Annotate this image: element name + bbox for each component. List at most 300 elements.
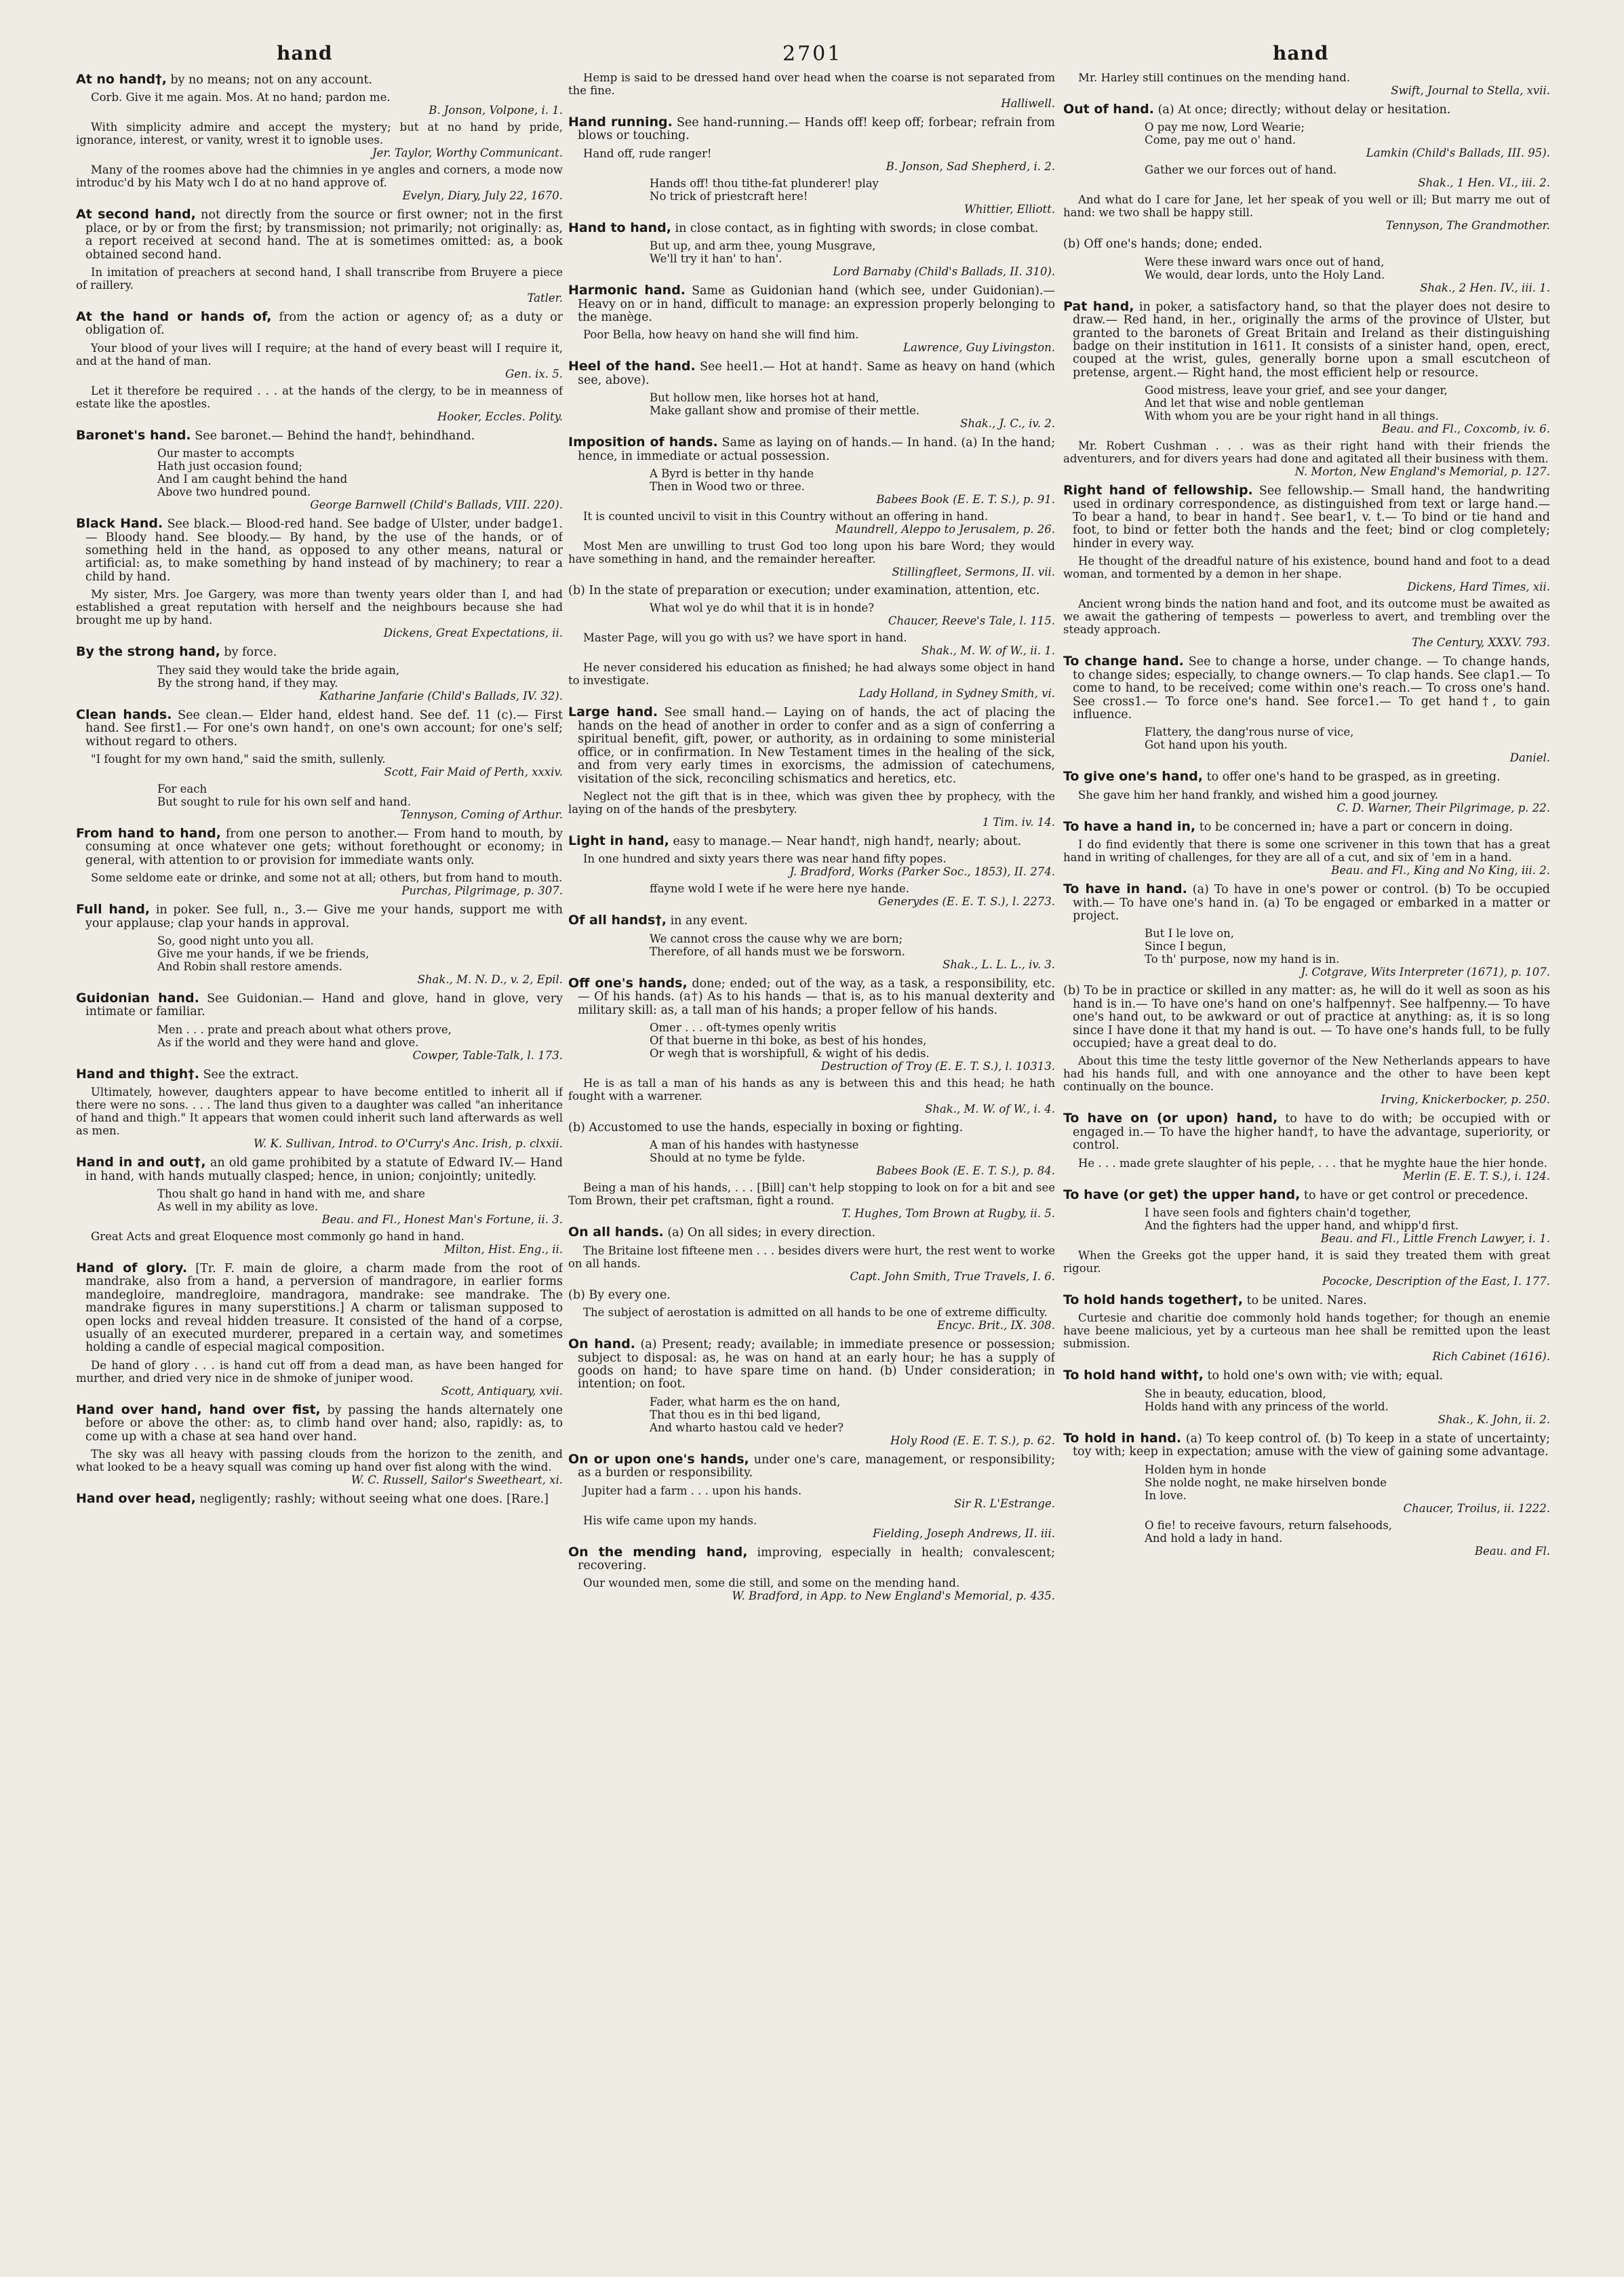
dictionary-entry bbox=[1063, 1369, 1550, 1383]
entry-definition: done; ended; out of the way, as a task, a responsibility, etc.— Of his hands. (a†) As to his hands — that is, as to his manual dexterity and military skill: as, a tall man of his hands; a proper fellow of his hands. bbox=[578, 976, 1055, 1017]
verse-line: She nolde noght, ne make hirselven bonde bbox=[1145, 1476, 1387, 1489]
citation-source: Encyc. Brit., IX. 308. bbox=[936, 1319, 1055, 1332]
citation bbox=[568, 1077, 1055, 1115]
verse-line: Flattery, the dang'rous nurse of vice, bbox=[1145, 726, 1354, 739]
verse-line: That thou es in thi bed ligand, bbox=[650, 1408, 821, 1421]
entry-definition: to have to do with; be occupied with or engaged in.— To have the higher hand†, to have the advantage, superiority, or control. bbox=[1073, 1112, 1550, 1153]
citation bbox=[76, 753, 563, 778]
dictionary-entry bbox=[1063, 1112, 1550, 1152]
verse-quote bbox=[568, 882, 1055, 908]
citation-source: 1 Tim. iv. 14. bbox=[982, 815, 1055, 829]
dictionary-entry bbox=[1063, 238, 1550, 251]
dictionary-entry bbox=[76, 827, 563, 867]
verse-quote bbox=[568, 467, 1055, 506]
citation-source: B. Jonson, Volpone, i. 1. bbox=[429, 104, 563, 117]
citation-source: C. D. Warner, Their Pilgrimage, p. 22. bbox=[1336, 801, 1550, 814]
verse-line: Above two hundred pound. bbox=[157, 486, 311, 499]
verse-line: To th' purpose, now my hand is in. bbox=[1145, 953, 1340, 966]
verse-quote bbox=[76, 447, 563, 511]
citation bbox=[1063, 789, 1550, 814]
citation-text: He . . . made grete slaughter of his peple, . . . that he myghte haue the hier honde. bbox=[1078, 1156, 1547, 1170]
entry-headword: Hand of glory. bbox=[76, 1260, 188, 1275]
entry-headword: Hand and thigh†. bbox=[76, 1066, 199, 1082]
citation-source: Fielding, Joseph Andrews, II. iii. bbox=[873, 1526, 1055, 1540]
citation-source: Beau. and Fl., Coxcomb, iv. 6. bbox=[1381, 422, 1550, 436]
entry-definition: See baronet.— Behind the hand†, behindhand. bbox=[191, 429, 475, 443]
dictionary-entry bbox=[76, 1262, 563, 1355]
verse-line: Fader, what harm es the on hand, bbox=[650, 1395, 841, 1408]
citation bbox=[76, 871, 563, 897]
verse-quote bbox=[1063, 726, 1550, 764]
entry-definition: See to change a horse, under change. — To change hands, to change sides; especially, to change owners.— To clap hands. See clap1.— To come to hand, to be received; come within one's reach.— To cross one's hand. See cross1.— To force one's hand. See force1.— To get hand†, to gain influence. bbox=[1073, 655, 1550, 721]
entry-headword: Clean hands. bbox=[76, 707, 172, 722]
citation bbox=[1063, 73, 1550, 97]
page-number: 2701 bbox=[783, 42, 843, 66]
citation bbox=[76, 1448, 563, 1486]
citation-source: Katharine Janfarie (Child's Ballads, IV. 32). bbox=[319, 689, 563, 702]
dictionary-entry bbox=[76, 311, 563, 338]
verse-quote bbox=[1063, 163, 1550, 189]
citation-source: Jer. Taylor, Worthy Communicant. bbox=[372, 146, 563, 160]
entry-headword: Hand running. bbox=[568, 115, 673, 130]
entry-definition: from one person to another.— From hand to mouth, by consuming at once whatever one gets; without forethought or economy; in general, with attention to or provision for immediate wants only. bbox=[85, 827, 563, 867]
verse-quote bbox=[568, 1138, 1055, 1177]
entry-definition: to have or get control or precedence. bbox=[1300, 1188, 1528, 1202]
citation-source: Lawrence, Guy Livingston. bbox=[903, 341, 1055, 355]
entry-definition: See fellowship.— Small hand, the handwriting used in ordinary correspondence, as distinguished from text or large hand.— To bear a hand, to bear in hand†. See bear1, v. t.— To bind or tie hand and foot, to bind or fetter both the hands and the feet; bind or clog completely; hinder in every way. bbox=[1073, 484, 1550, 551]
citation-source: Tennyson, The Grandmother. bbox=[1385, 219, 1550, 233]
citation-text: The Britaine lost fifteene men . . . besides divers were hurt, the rest went to worke on all hands. bbox=[568, 1244, 1055, 1270]
verse-quote bbox=[1063, 927, 1550, 978]
dictionary-entry bbox=[1063, 1432, 1550, 1459]
entry-definition: negligently; rashly; without seeing what one does. [Rare.] bbox=[195, 1492, 549, 1507]
citation bbox=[1063, 193, 1550, 232]
dictionary-entry bbox=[76, 1068, 563, 1082]
citation-source: Holy Rood (E. E. T. S.), p. 62. bbox=[890, 1433, 1055, 1447]
citation-source: Evelyn, Diary, July 22, 1670. bbox=[402, 189, 563, 203]
entry-definition: to be concerned in; have a part or concern in doing. bbox=[1195, 820, 1513, 834]
entry-headword: To have on (or upon) hand, bbox=[1063, 1111, 1278, 1126]
entry-headword: Light in hand, bbox=[568, 833, 669, 848]
verse-quote bbox=[1063, 1519, 1550, 1558]
entry-headword: Harmonic hand. bbox=[568, 283, 686, 298]
running-head-left: hand bbox=[277, 42, 333, 64]
entry-definition: See heel1.— Hot at hand†. Same as heavy on hand (which see, above). bbox=[578, 360, 1055, 387]
citation-source: Stillingfleet, Sermons, II. vii. bbox=[892, 566, 1055, 579]
citation-text: The subject of aerostation is admitted on all hands to be one of extreme difficulty. bbox=[583, 1306, 1048, 1320]
citation-source: Shak., L. L. L., iv. 3. bbox=[943, 957, 1055, 971]
column-2 bbox=[568, 73, 1055, 1608]
verse-line: What wol ye do whil that it is in honde? bbox=[650, 601, 875, 615]
entry-headword: At second hand, bbox=[76, 207, 196, 222]
verse-line: Good mistress, leave your grief, and see your danger, bbox=[1145, 384, 1448, 397]
dictionary-entry bbox=[76, 992, 563, 1019]
entry-definition: See black.— Blood-red hand. See badge of Ulster, under badge1.— Bloody hand. See bloody.— By hand, by the use of the hands, or of something held in the hand, as opposed to any other means, natural or artificial: as, to make something by hand instead of by machinery; to rear a child by hand. bbox=[85, 517, 563, 584]
verse-line: Or wegh that is worshipfull, & wight of his dedis. bbox=[650, 1046, 930, 1060]
citation-text: About this time the testy little governor of the New Netherlands appears to have had his hands full, and with one annoyance and the other to have been kept continually on the bounce. bbox=[1063, 1054, 1550, 1094]
citation-source: W. K. Sullivan, Introd. to O'Curry's Anc. Irish, p. clxxii. bbox=[253, 1137, 563, 1151]
dictionary-entry bbox=[1063, 985, 1550, 1050]
citation bbox=[1063, 1311, 1550, 1363]
citation bbox=[76, 384, 563, 423]
citation-text: The sky was all heavy with passing clouds from the horizon to the zenith, and what looked to be a heavy squall was coming up hand over fist along with the wind. bbox=[76, 1448, 563, 1474]
entry-headword: Guidonian hand. bbox=[76, 990, 199, 1006]
dictionary-entry bbox=[1063, 655, 1550, 721]
dictionary-entry bbox=[76, 1492, 563, 1506]
entry-definition: in poker, a satisfactory hand, so that the player does not desire to draw.— Red hand, in her., originally the arms of the province of Ulster, but granted to the baronets of Great Britain and Ireland as their distinguishing badge on their institution in 1611. It consists of a sinister hand, open, erect, couped at the wrist, gules, generally borne upon a small escutcheon of pretense, argent.— Right hand, the most efficient help or resource. bbox=[1073, 300, 1550, 380]
verse-line: They said they would take the bride again, bbox=[157, 663, 400, 677]
citation-source: The Century, XXXV. 793. bbox=[1412, 636, 1550, 650]
citation-source: Dickens, Great Expectations, ii. bbox=[383, 627, 563, 640]
citation-text: Mr. Harley still continues on the mending hand. bbox=[1078, 73, 1351, 84]
entry-headword: From hand to hand, bbox=[76, 825, 221, 841]
citation-source: Chaucer, Troilus, ii. 1222. bbox=[1403, 1501, 1550, 1515]
entry-headword: At no hand†, bbox=[76, 73, 167, 87]
citation-text: Hemp is said to be dressed hand over head when the coarse is not separated from the fine. bbox=[568, 73, 1055, 97]
citation-text: Ultimately, however, daughters appear to have become entitled to inherit all if there were no sons. . . . The land thus given to a daughter was called "an inheritance of hand and thigh." It appears that women could inherit such land afterwards as well as men. bbox=[76, 1086, 563, 1138]
verse-line: Holden hym in honde bbox=[1145, 1463, 1267, 1476]
citation bbox=[568, 1577, 1055, 1602]
entry-headword: Off one's hands, bbox=[568, 975, 688, 991]
citation-source: Gen. ix. 5. bbox=[505, 367, 563, 380]
dictionary-entry bbox=[76, 709, 563, 749]
citation-source: Maundrell, Aleppo to Jerusalem, p. 26. bbox=[835, 523, 1055, 536]
dictionary-entry bbox=[568, 1226, 1055, 1240]
citation-text: Let it therefore be required . . . at the hands of the clergy, to be in meanness of estate like the apostles. bbox=[76, 384, 563, 410]
entry-definition: under one's care, management, or responsibility; as a burden or responsibility. bbox=[578, 1452, 1055, 1480]
citation-source: Pococke, Description of the East, I. 177. bbox=[1322, 1275, 1550, 1288]
verse-line: Therefore, of all hands must we be forsworn. bbox=[650, 945, 906, 958]
dictionary-entry bbox=[568, 977, 1055, 1017]
citation-text: Some seldome eate or drinke, and some not at all; others, but from hand to mouth. bbox=[91, 871, 563, 885]
citation-text: With simplicity admire and accept the mystery; but at no hand by pride, ignorance, interest, or vanity, wrest it to ignoble uses. bbox=[76, 121, 563, 147]
citation-source: Swift, Journal to Stella, xvii. bbox=[1391, 84, 1550, 97]
verse-line: And Robin shall restore amends. bbox=[157, 959, 342, 973]
verse-line: But hollow men, like horses hot at hand, bbox=[650, 391, 879, 405]
verse-line: Our master to accompts bbox=[157, 447, 295, 460]
citation bbox=[568, 147, 1055, 173]
citation-source: Lord Barnaby (Child's Ballads, II. 310). bbox=[833, 265, 1055, 279]
verse-line: With whom you are be your right hand in all things. bbox=[1145, 410, 1439, 423]
dictionary-entry bbox=[76, 1404, 563, 1444]
citation-source: George Barnwell (Child's Ballads, VIII. 220). bbox=[310, 498, 563, 512]
citation-text: Most Men are unwilling to trust God too long upon his bare Word; they would have something in hand, and the remainder hereafter. bbox=[568, 540, 1055, 566]
entry-definition: (a) At once; directly; without delay or hesitation. bbox=[1154, 103, 1451, 117]
entry-headword: Out of hand. bbox=[1063, 102, 1155, 117]
verse-quote bbox=[568, 1021, 1055, 1073]
citation bbox=[568, 540, 1055, 578]
verse-line: Men . . . prate and preach about what others prove, bbox=[157, 1023, 452, 1036]
citation-source: Whittier, Elliott. bbox=[964, 202, 1055, 216]
dictionary-entry bbox=[1063, 1294, 1550, 1307]
citation-source: Beau. and Fl. bbox=[1474, 1544, 1550, 1558]
verse-line: Hath just occasion found; bbox=[157, 460, 303, 473]
entry-definition: Same as laying on of hands.— In hand. (a) In the hand; hence, in immediate or actual possession. bbox=[578, 436, 1055, 463]
verse-line: O pay me now, Lord Wearie; bbox=[1145, 121, 1305, 134]
verse-quote bbox=[1063, 121, 1550, 159]
citation-source: Beau. and Fl., King and No King, iii. 2. bbox=[1331, 864, 1550, 877]
verse-line: Should at no tyme be fylde. bbox=[650, 1151, 806, 1165]
verse-line: And I am caught behind the hand bbox=[157, 473, 348, 486]
citation-text: Corb. Give it me again. Mos. At no hand; pardon me. bbox=[91, 91, 391, 104]
citation bbox=[76, 91, 563, 117]
citation-source: Beau. and Fl., Honest Man's Fortune, ii. 3. bbox=[321, 1212, 563, 1226]
citation bbox=[1063, 1157, 1550, 1183]
citation bbox=[568, 328, 1055, 354]
entry-definition: by passing the hands alternately one before or above the other: as, to climb hand over hand; also, rapidly: as, to come up with a chase at sea hand over hand. bbox=[85, 1403, 563, 1444]
citation bbox=[76, 163, 563, 202]
citation-source: Shak., M. W. of W., ii. 1. bbox=[921, 644, 1055, 658]
entry-definition: See small hand.— Laying on of hands, the act of placing the hands on the head of another in order to confer and as a sign of conferring a spiritual benefit, gift, power, or authority, as in ordaining to some ministerial office, or in confirmation. In New Testament times in the healing of the sick, and from very early times in exorcisms, the admission of catechumens, visitation of the sick, reconciling schismatics and heretics, etc. bbox=[578, 706, 1055, 786]
citation bbox=[568, 1514, 1055, 1540]
dictionary-entry bbox=[76, 429, 563, 443]
citation-source: Shak., K. John, ii. 2. bbox=[1438, 1412, 1550, 1426]
verse-line: We would, dear lords, unto the Holy Land. bbox=[1145, 268, 1385, 281]
entry-headword: Large hand. bbox=[568, 705, 658, 720]
entry-definition: See the extract. bbox=[199, 1067, 299, 1082]
verse-line: By the strong hand, if they may. bbox=[157, 676, 338, 690]
citation-source: Shak., J. C., iv. 2. bbox=[960, 417, 1055, 431]
verse-line: A man of his handes with hastynesse bbox=[650, 1138, 859, 1152]
verse-quote bbox=[1063, 256, 1550, 294]
entry-headword: Hand over head, bbox=[76, 1491, 196, 1507]
citation bbox=[1063, 555, 1550, 593]
verse-line: Make gallant show and promise of their mettle. bbox=[650, 404, 920, 418]
citation-source: Rich Cabinet (1616). bbox=[1432, 1350, 1550, 1364]
verse-line: ffayne wold I wete if he were here nye hande. bbox=[650, 882, 909, 896]
citation-source: Shak., 1 Hen. VI., iii. 2. bbox=[1418, 176, 1550, 190]
verse-line: Give me your hands, if we be friends, bbox=[157, 947, 370, 960]
verse-quote bbox=[76, 1187, 563, 1226]
citation-text: His wife came upon my hands. bbox=[583, 1513, 757, 1527]
citation-source: Dickens, Hard Times, xii. bbox=[1407, 580, 1550, 594]
citation bbox=[568, 1244, 1055, 1283]
citation-source: Lady Holland, in Sydney Smith, vi. bbox=[858, 687, 1055, 700]
entry-headword: At the hand or hands of, bbox=[76, 309, 272, 325]
citation bbox=[568, 1181, 1055, 1220]
verse-quote bbox=[1063, 384, 1550, 435]
entry-headword: To hold hand with†, bbox=[1063, 1368, 1204, 1383]
entry-headword: To hold in hand. bbox=[1063, 1430, 1182, 1446]
verse-line: We cannot cross the cause why we are born; bbox=[650, 932, 903, 945]
verse-line: A Byrd is better in thy hande bbox=[650, 467, 814, 481]
citation-text: Many of the roomes above had the chimnies in ye angles and corners, a mode now introduc'd by his Maty wch I do at no hand approve of. bbox=[76, 163, 563, 190]
verse-line: So, good night unto you all. bbox=[157, 934, 314, 947]
entry-definition: See Guidonian.— Hand and glove, hand in glove, very intimate or familiar. bbox=[85, 991, 563, 1019]
citation bbox=[76, 1086, 563, 1150]
citation-text: In imitation of preachers at second hand, I shall transcribe from Bruyere a piece of raillery. bbox=[76, 266, 563, 292]
entry-headword: On the mending hand, bbox=[568, 1544, 748, 1560]
citation-source: Hooker, Eccles. Polity. bbox=[437, 410, 563, 423]
dictionary-entry bbox=[1063, 300, 1550, 380]
verse-quote bbox=[76, 664, 563, 702]
entry-definition: in any event. bbox=[667, 914, 748, 928]
entry-definition: [Tr. F. main de gloire, a charm made from the root of mandrake, also from a hand, a perversion of mandragore, in earlier forms mandegloire, mandregloire, mandragora, mandrake: see mandrake. The mandrake figures in many superstitions.] A charm or talisman supposed to open locks and reveal hidden treasure. It consisted of the hand of a corpse, usually of an executed murderer, prepared in a certain way, and sometimes holding a candle of especial magical composition. bbox=[85, 1261, 563, 1355]
verse-quote bbox=[568, 932, 1055, 971]
citation-text: And what do I care for Jane, let her speak of you well or ill; But marry me out of hand: we two shall be happy still. bbox=[1063, 193, 1550, 220]
verse-quote bbox=[568, 601, 1055, 627]
dictionary-entry bbox=[1063, 484, 1550, 551]
verse-line: And hold a lady in hand. bbox=[1145, 1531, 1283, 1545]
column-3 bbox=[1063, 73, 1550, 1564]
entry-headword: Hand over hand, hand over fist, bbox=[76, 1402, 321, 1417]
entry-definition: Same as Guidonian hand (which see, under Guidonian).— Heavy on or in hand, difficult to manage: an expression properly belonging to the manège. bbox=[578, 284, 1055, 325]
entry-headword: Black Hand. bbox=[76, 516, 163, 532]
citation-text: He is as tall a man of his hands as any is between this and this head; he hath fought with a warrener. bbox=[568, 1076, 1055, 1103]
dictionary-entry bbox=[568, 116, 1055, 143]
entry-definition: by force. bbox=[220, 646, 277, 660]
entry-definition: to be united. Nares. bbox=[1243, 1294, 1367, 1307]
citation-source: Babees Book (E. E. T. S.), p. 84. bbox=[876, 1164, 1055, 1178]
citation bbox=[1063, 1054, 1550, 1106]
dictionary-entry bbox=[76, 646, 563, 659]
entry-definition: in poker. See full, n., 3.— Give me your hands, support me with your applause; clap your hands in approval. bbox=[85, 903, 563, 930]
dictionary-entry bbox=[76, 903, 563, 930]
citation bbox=[1063, 597, 1550, 649]
entry-definition: by no means; not on any account. bbox=[166, 73, 373, 87]
dictionary-entry bbox=[568, 1289, 1055, 1302]
dictionary-entry bbox=[568, 1122, 1055, 1134]
verse-line: And wharto hastou cald ve heder? bbox=[650, 1421, 844, 1434]
dictionary-entry bbox=[76, 208, 563, 262]
citation-source: J. Cotgrave, Wits Interpreter (1671), p. 107. bbox=[1301, 966, 1550, 979]
verse-line: O fie! to receive favours, return falsehoods, bbox=[1145, 1518, 1393, 1532]
verse-line: We'll try it han' to han'. bbox=[650, 252, 783, 266]
entry-headword: To change hand. bbox=[1063, 654, 1184, 669]
citation-text: Being a man of his hands, . . . [Bill] can't help stopping to look on for a bit and see Tom Brown, their pet craftsman, fight a round. bbox=[568, 1181, 1055, 1208]
dictionary-entry bbox=[76, 1156, 563, 1183]
citation-source: Irving, Knickerbocker, p. 250. bbox=[1381, 1093, 1550, 1107]
dictionary-entry bbox=[568, 360, 1055, 387]
citation-source: J. Bradford, Works (Parker Soc., 1853), II. 274. bbox=[789, 865, 1055, 879]
verse-line: Thou shalt go hand in hand with me, and share bbox=[157, 1187, 425, 1200]
citation bbox=[76, 1359, 563, 1398]
verse-line: Hands off! thou tithe-fat plunderer! play bbox=[650, 176, 879, 190]
citation-text: Great Acts and great Eloquence most commonly go hand in hand. bbox=[91, 1229, 464, 1243]
entry-headword: To hold hands together†, bbox=[1063, 1292, 1244, 1307]
entry-headword: Heel of the hand. bbox=[568, 359, 696, 374]
dictionary-entry bbox=[1063, 883, 1550, 923]
verse-quote bbox=[76, 783, 563, 821]
citation-text: Our wounded men, some die still, and some on the mending hand. bbox=[583, 1577, 960, 1590]
citation-text: Master Page, will you go with us? we have sport in hand. bbox=[583, 631, 907, 645]
entry-definition: (a) Present; ready; available; in immediate presence or possession; subject to disposal: as, he was on hand at an early hour; he has a supply of goods on hand; to have spare time on hand. (b) Under consideration; in intention; on foot. bbox=[578, 1338, 1055, 1391]
verse-line: But I le love on, bbox=[1145, 927, 1235, 941]
citation-source: Shak., M. W. of W., i. 4. bbox=[924, 1102, 1055, 1115]
verse-quote bbox=[1063, 1206, 1550, 1245]
entry-headword: To have (or get) the upper hand, bbox=[1063, 1187, 1301, 1202]
dictionary-entry bbox=[568, 585, 1055, 597]
citation-source: Tatler. bbox=[527, 292, 563, 305]
entry-headword: Hand to hand, bbox=[568, 220, 671, 235]
citation bbox=[76, 266, 563, 304]
dictionary-entry bbox=[1063, 770, 1550, 784]
verse-quote bbox=[568, 1395, 1055, 1447]
entry-definition: an old game prohibited by a statute of Edward IV.— Hand in hand, with hands mutually clasped; hence, in union; conjointly; unitedly. bbox=[85, 1156, 563, 1183]
verse-line: She in beauty, education, blood, bbox=[1145, 1387, 1326, 1400]
entry-definition: (b) Accustomed to use the hands, especially in boxing or fighting. bbox=[568, 1120, 964, 1134]
citation-source: Merlin (E. E. T. S.), i. 124. bbox=[1403, 1169, 1550, 1183]
citation-source: Lamkin (Child's Ballads, III. 95). bbox=[1366, 146, 1550, 160]
verse-quote bbox=[76, 934, 563, 986]
verse-quote bbox=[568, 391, 1055, 430]
citation-source: B. Jonson, Sad Shepherd, i. 2. bbox=[886, 159, 1055, 173]
verse-line: Come, pay me out o' hand. bbox=[1145, 134, 1296, 147]
citation-text: He thought of the dreadful nature of his existence, bound hand and foot to a dead woman, and tormented by a demon in her shape. bbox=[1063, 555, 1550, 581]
entry-headword: Full hand, bbox=[76, 902, 151, 917]
entry-definition: (b) By every one. bbox=[568, 1288, 671, 1302]
citation bbox=[568, 1306, 1055, 1332]
citation bbox=[568, 631, 1055, 657]
citation-source: Daniel. bbox=[1509, 751, 1550, 765]
citation-source: Chaucer, Reeve's Tale, l. 115. bbox=[888, 614, 1055, 628]
citation-source: W. Bradford, in App. to New England's Memorial, p. 435. bbox=[732, 1589, 1055, 1603]
entry-definition: See hand-running.— Hands off! keep off; forbear; refrain from blows or touching. bbox=[578, 116, 1055, 143]
citation-source: Sir R. L'Estrange. bbox=[953, 1497, 1055, 1510]
verse-line: But up, and arm thee, young Musgrave, bbox=[650, 239, 876, 253]
citation-text: Neglect not the gift that is in thee, which was given thee by prophecy, with the laying on of the hands of the presbytery. bbox=[568, 789, 1055, 816]
citation-source: Scott, Antiquary, xvii. bbox=[441, 1384, 563, 1398]
dictionary-entry bbox=[1063, 820, 1550, 834]
citation-text: I do find evidently that there is some one scrivener in this town that has a great hand in writing of challenges, for they are all of a cut, and six of 'em in a hand. bbox=[1063, 838, 1550, 865]
entry-definition: (b) In the state of preparation or execution; under examination, attention, etc. bbox=[568, 584, 1040, 598]
citation-source: Purchas, Pilgrimage, p. 307. bbox=[401, 884, 563, 898]
column-1 bbox=[76, 73, 563, 1512]
verse-line: Then in Wood two or three. bbox=[650, 480, 805, 494]
verse-quote bbox=[76, 1023, 563, 1062]
verse-line: In love. bbox=[1145, 1488, 1187, 1502]
citation-text: When the Greeks got the upper hand, it is said they treated them with great rigour. bbox=[1063, 1249, 1550, 1275]
verse-line: I have seen fools and fighters chain'd together, bbox=[1145, 1206, 1412, 1219]
dictionary-entry bbox=[568, 1453, 1055, 1480]
entry-headword: Imposition of hands. bbox=[568, 435, 718, 450]
entry-headword: By the strong hand, bbox=[76, 644, 220, 660]
entry-headword: On all hands. bbox=[568, 1225, 664, 1240]
entry-definition: to hold one's own with; vie with; equal. bbox=[1203, 1369, 1444, 1383]
citation bbox=[568, 1484, 1055, 1510]
verse-line: And the fighters had the upper hand, and whipp'd first. bbox=[1145, 1219, 1459, 1232]
dictionary-entry bbox=[76, 73, 563, 87]
citation bbox=[76, 121, 563, 159]
citation-text: It is counted uncivil to visit in this Country without an offering in hand. bbox=[583, 510, 989, 523]
citation-text: She gave him her hand frankly, and wished him a good journey. bbox=[1078, 788, 1439, 801]
verse-line: Were these inward wars once out of hand, bbox=[1145, 255, 1385, 269]
citation bbox=[1063, 838, 1550, 877]
verse-line: Omer . . . oft-tymes openly writis bbox=[650, 1021, 837, 1034]
entry-headword: To have in hand. bbox=[1063, 882, 1187, 897]
entry-definition: improving, especially in health; convalescent; recovering. bbox=[578, 1545, 1055, 1572]
citation-source: N. Morton, New England's Memorial, p. 127. bbox=[1294, 465, 1550, 479]
verse-line: No trick of priestcraft here! bbox=[650, 189, 808, 203]
citation bbox=[76, 1230, 563, 1256]
entry-headword: Hand in and out†, bbox=[76, 1155, 206, 1170]
dictionary-entry bbox=[76, 517, 563, 584]
entry-headword: Baronet's hand. bbox=[76, 427, 191, 443]
citation bbox=[1063, 1249, 1550, 1288]
verse-line: Holds hand with any princess of the world. bbox=[1145, 1400, 1389, 1413]
verse-line: For each bbox=[157, 782, 207, 795]
citation-source: T. Hughes, Tom Brown at Rugby, ii. 5. bbox=[841, 1207, 1055, 1221]
verse-line: Got hand upon his youth. bbox=[1145, 738, 1288, 752]
dictionary-entry bbox=[568, 436, 1055, 463]
running-head-right: hand bbox=[1273, 42, 1329, 64]
entry-headword: Pat hand, bbox=[1063, 298, 1134, 314]
dictionary-entry bbox=[568, 835, 1055, 848]
citation-source: Generydes (E. E. T. S.), l. 2273. bbox=[877, 895, 1055, 909]
entry-headword: Right hand of fellowship. bbox=[1063, 483, 1253, 498]
citation-source: Tennyson, Coming of Arthur. bbox=[400, 808, 563, 821]
citation-text: Jupiter had a farm . . . upon his hands. bbox=[583, 1484, 802, 1497]
